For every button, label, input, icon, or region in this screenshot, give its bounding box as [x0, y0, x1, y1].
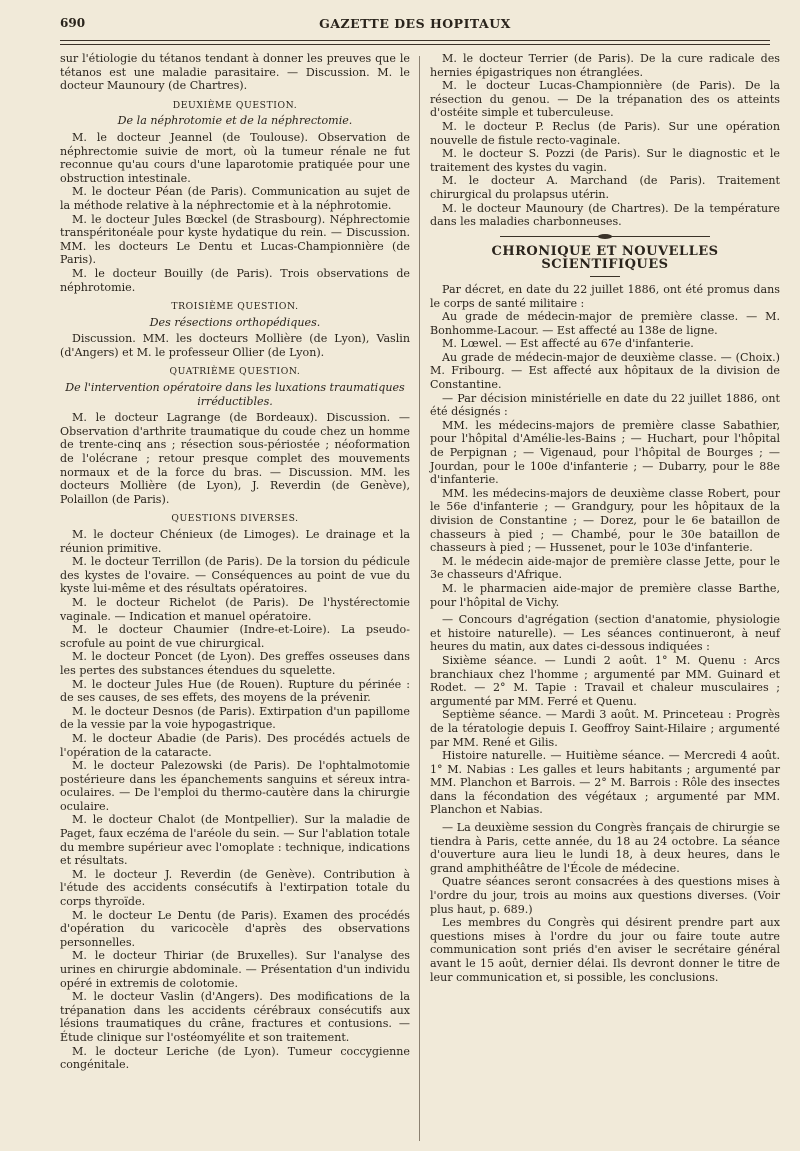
header-rule [60, 40, 770, 41]
paragraph: M. le docteur Vaslin (d'Angers). Des modifications de la trépanation dans les accidents cérébraux consécutifs aux lésions traumatiques du crâne, fractures et contusions. — Étude clinique sur l'ostéomyélite et son traitement. [60, 990, 410, 1044]
paragraph: MM. les médecins-majors de deuxième classe Robert, pour le 56e d'infanterie ; — Grandgury, pour les hôpitaux de la division de Constantine ; — Dorez, pour le 6e bataillon de chasseurs à pied ; — Chambé, pour le 30e bataillon de chasseurs à pied ; — Hussenet, pour le 103e d'infanterie. [430, 486, 780, 555]
paragraph: Histoire naturelle. — Huitième séance. — Mercredi 4 août. 1° M. Nabias : Les galles et leurs habitants ; argumenté par MM. Planchon et Barrois. — 2° M. Barrois : Rôle des insectes dans la fécondation des végétaux ; argumenté par MM. Planchon et Nabias. [430, 749, 780, 817]
paragraph: M. le docteur Poncet (de Lyon). Des greffes osseuses dans les pertes des substances étendues du squelette. [60, 650, 410, 677]
column-divider [419, 56, 420, 1141]
paragraph: M. le docteur Leriche (de Lyon). Tumeur coccygienne congénitale. [60, 1044, 410, 1072]
paragraph: Par décret, en date du 22 juillet 1886, ont été promus dans le corps de santé militaire : [430, 282, 780, 310]
paragraph: M. le docteur Bouilly (de Paris). Trois observations de néphrotomie. [60, 266, 410, 294]
section-heading: QUESTIONS DIVERSES. [171, 513, 299, 525]
paragraph: M. le docteur A. Marchand (de Paris). Traitement chirurgical du prolapsus utérin. [430, 174, 780, 201]
paragraph: sur l'étiologie du tétanos tendant à donner les preuves que le tétanos est une maladie parasitaire. — Discussion. M. le docteur Maunoury (de Chartres). [60, 52, 410, 93]
paragraph: M. le docteur J. Reverdin (de Genève). Contribution à l'étude des accidents consécutifs à l'extirpation totale du corps thyroïde. [60, 867, 410, 909]
header-rule-thin [60, 44, 770, 45]
paragraph: M. le docteur Chalot (de Montpellier). Sur la maladie de Paget, faux eczéma de l'aréole du sein. — Sur l'ablation totale du membre supérieur avec l'omoplate : technique, indications et résultats. [60, 813, 410, 868]
section-heading: TROISIÈME QUESTION. [171, 301, 299, 313]
paragraph: — Par décision ministérielle en date du 22 juillet 1886, ont été désignés : [430, 391, 780, 419]
paragraph: M. le docteur Maunoury (de Chartres). De la température dans les maladies charbonneuses. [430, 201, 780, 229]
chronique-heading: CHRONIQUE ET NOUVELLES SCIENTIFIQUES [491, 243, 719, 273]
paragraph: M. le médecin aide-major de première classe Jette, pour le 3e chasseurs d'Afrique. [430, 554, 780, 582]
paragraph: Septième séance. — Mardi 3 août. M. Princeteau : Progrès de la tératologie depuis I. Geoffroy Saint-Hilaire ; argumenté par MM. René et Gilis. [430, 708, 780, 749]
section-subtitle: De l'intervention opératoire dans les luxations traumatiques irréductibles. [65, 381, 405, 408]
section-subtitle: Des résections orthopédiques. [149, 315, 321, 329]
paragraph: M. le docteur Terrier (de Paris). De la cure radicale des hernies épigastriques non étranglées. [430, 52, 780, 79]
paragraph: M. le docteur Chénieux (de Limoges). Le drainage et la réunion primitive. [60, 528, 410, 555]
left-column [60, 52, 410, 1072]
paragraph: — La deuxième session du Congrès français de chirurgie se tiendra à Paris, cette année, du 18 au 24 octobre. La séance d'ouverture aura lieu le lundi 18, à deux heures, dans le grand amphithéâtre de l'École de médecine. [430, 821, 780, 875]
paragraph: MM. les médecins-majors de première classe Sabathier, pour l'hôpital d'Amélie-les-Bains ; — Huchart, pour l'hôpital de Perpignan ; — Vigenaud, pour l'hôpital de Bourges ; — Jourdan, pour le 100e d'infanterie ; — Dubarry, pour le 88e d'infanterie. [430, 418, 780, 487]
ornamental-rule [430, 232, 780, 241]
paragraph: Les membres du Congrès qui désirent prendre part aux questions mises à l'ordre du jour ou faire toute autre communication sont priés d'en aviser le secrétaire général avant le 15 août, dernier délai. Ils devront donner le titre de leur communication et, si possible, les conclusions. [430, 916, 780, 984]
paragraph: M. le docteur Jeannel (de Toulouse). Observation de néphrectomie suivie de mort, où la tumeur rénale ne fut reconnue qu'au cours d'une laparotomie pratiquée pour une obstruction intestinale. [60, 130, 410, 185]
paragraph: Quatre séances seront consacrées à des questions mises à l'ordre du jour, trois au moins aux questions diverses. (Voir plus haut, p. 689.) [430, 875, 780, 916]
page-header [60, 16, 770, 42]
paragraph: — Concours d'agrégation (section d'anatomie, physiologie et histoire naturelle). — Les séances continueront, à neuf heures du matin, aux dates ci-dessous indiquées : [430, 613, 780, 654]
paragraph: M. le docteur Le Dentu (de Paris). Examen des procédés d'opération du varicocèle d'après des observations personnelles. [60, 908, 410, 949]
paragraph: M. le docteur Terrillon (de Paris). De la torsion du pédicule des kystes de l'ovaire. — Conséquences au point de vue du kyste lui-même et des résultats opératoires. [60, 555, 410, 596]
journal-title: GAZETTE DES HOPITAUX [319, 16, 511, 31]
section-heading: QUATRIÈME QUESTION. [169, 366, 301, 378]
paragraph: M. le docteur Chaumier (Indre-et-Loire). La pseudo-scrofule au point de vue chirurgical. [60, 623, 410, 650]
paragraph: M. le docteur Desnos (de Paris). Extirpation d'un papillome de la vessie par la voie hypogastrique. [60, 704, 410, 732]
paragraph: Au grade de médecin-major de deuxième classe. — (Choix.) M. Fribourg. — Est affecté aux hôpitaux de la division de Constantine. [430, 350, 780, 392]
short-rule [590, 276, 620, 277]
paragraph: M. le docteur S. Pozzi (de Paris). Sur le diagnostic et le traitement des kystes du vagin. [430, 147, 780, 174]
paragraph: M. le docteur Jules Hue (de Rouen). Rupture du périnée : de ses causes, de ses effets, des moyens de la prévenir. [60, 677, 410, 705]
paragraph: M. le docteur Richelot (de Paris). De l'hystérectomie vaginale. — Indication et manuel opératoire. [60, 595, 410, 623]
paragraph: M. le docteur Jules Bœckel (de Strasbourg). Néphrectomie transpéritonéale pour kyste hydatique du rein. — Discussion. MM. les docteurs Le Dentu et Lucas-Championnière (de Paris). [60, 212, 410, 267]
paragraph: M. le docteur Thiriar (de Bruxelles). Sur l'analyse des urines en chirurgie abdominale. — Présentation d'un individu opéré in extremis de colotomie. [60, 949, 410, 990]
paragraph: Sixième séance. — Lundi 2 août. 1° M. Quenu : Arcs branchiaux chez l'homme ; argumenté par MM. Guinard et Rodet. — 2° M. Tapie : Travail et chaleur musculaires ; argumenté par MM. Ferré et Quenu. [430, 653, 780, 708]
section-heading: DEUXIÈME QUESTION. [172, 99, 298, 111]
paragraph: M. le docteur Lucas-Championnière (de Paris). De la résection du genou. — De la trépanation des os atteints d'ostéite simple et tuberculeuse. [430, 79, 780, 120]
page-number: 690 [60, 16, 86, 30]
paragraph: M. le docteur Abadie (de Paris). Des procédés actuels de l'opération de la cataracte. [60, 731, 410, 759]
paragraph: M. le pharmacien aide-major de première classe Barthe, pour l'hôpital de Vichy. [430, 581, 780, 609]
right-column [430, 52, 780, 984]
paragraph: Discussion. MM. les docteurs Mollière (de Lyon), Vaslin (d'Angers) et M. le professeur Ollier (de Lyon). [60, 332, 410, 359]
paragraph: M. le docteur Péan (de Paris). Communication au sujet de la méthode relative à la néphrectomie et à la néphrotomie. [60, 185, 410, 212]
paragraph: Au grade de médecin-major de première classe. — M. Bonhomme-Lacour. — Est affecté au 138e de ligne. [430, 310, 780, 337]
paragraph: M. le docteur P. Reclus (de Paris). Sur une opération nouvelle de fistule recto-vaginale. [430, 119, 780, 147]
paragraph: M. le docteur Palezowski (de Paris). De l'ophtalmotomie postérieure dans les épanchements sanguins et séreux intra-oculaires. — De l'emploi du thermo-cautère dans la chirurgie oculaire. [60, 759, 410, 813]
section-subtitle: De la néphrotomie et de la néphrectomie. [117, 114, 353, 128]
paragraph: M. le docteur Lagrange (de Bordeaux). Discussion. — Observation d'arthrite traumatique du coude chez un homme de trente-cinq ans ; résection sous-périostée ; néoformation de l'olécrane ; retour presque complet des mouvements normaux et de la force du bras. — Discussion. MM. les docteurs Mollière (de Lyon), J. Reverdin (de Genève), Polaillon (de Paris). [60, 411, 410, 506]
paragraph: M. Lœwel. — Est affecté au 67e d'infanterie. [442, 337, 694, 351]
